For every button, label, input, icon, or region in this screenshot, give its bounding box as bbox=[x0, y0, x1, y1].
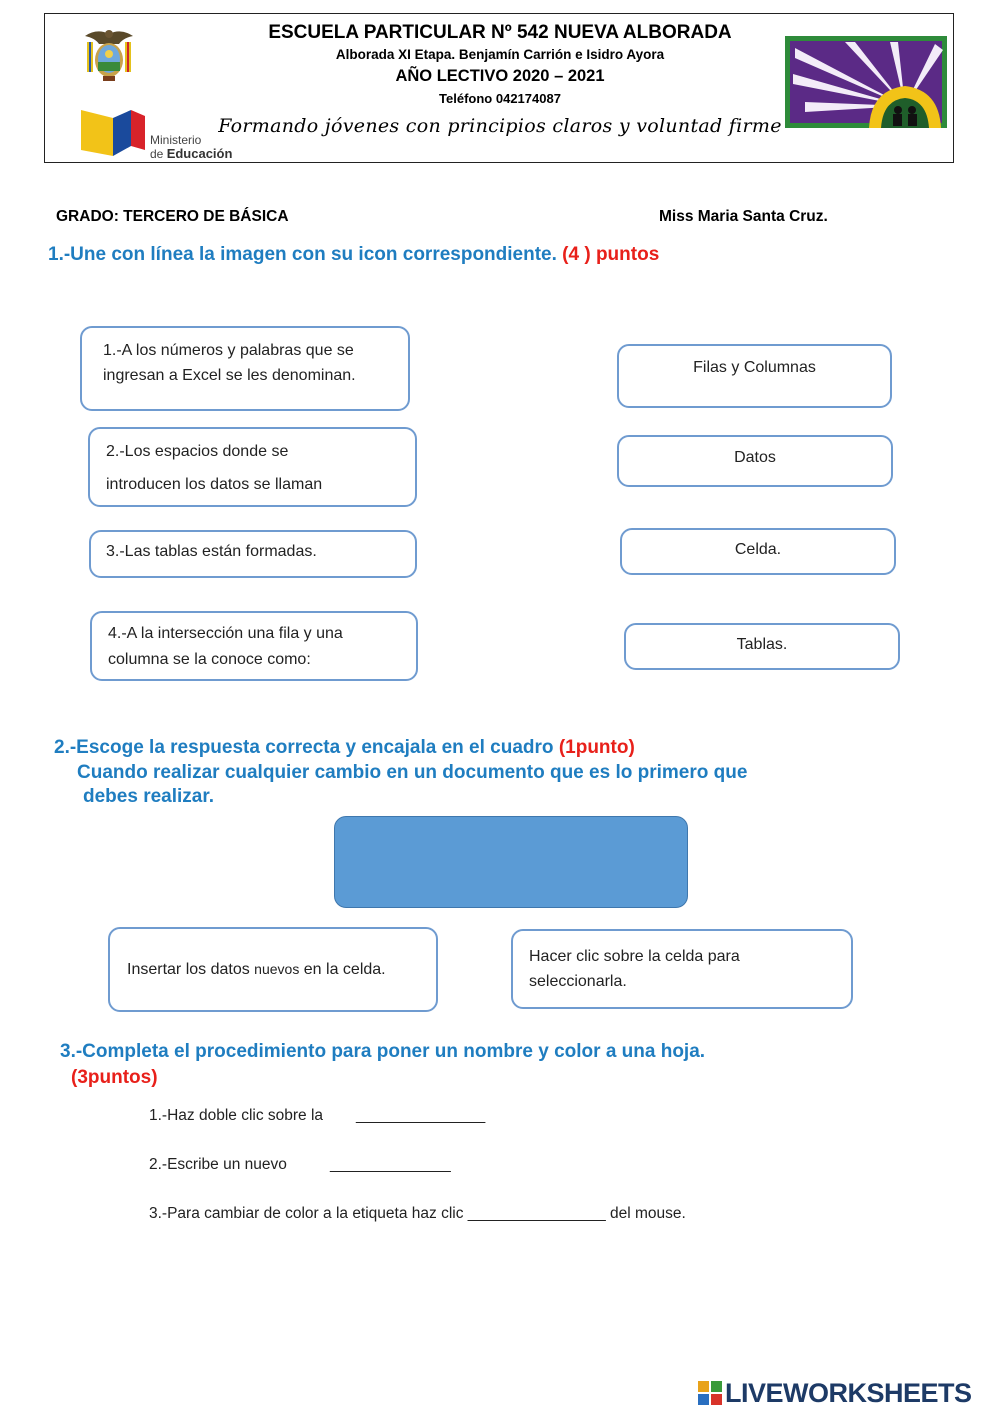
option-1-text-c: en la celda. bbox=[299, 961, 386, 978]
question-1-text: 1.-Une con línea la imagen con su icon correspondiente. bbox=[48, 244, 563, 265]
match-right-4[interactable] bbox=[624, 623, 900, 670]
option-1-text bbox=[127, 961, 386, 979]
liveworksheets-watermark bbox=[697, 1378, 972, 1408]
match-left-4[interactable] bbox=[90, 611, 418, 681]
match-left-1-line2: ingresan a Excel se les denominan. bbox=[103, 367, 356, 384]
question-2-line1: Cuando realizar cualquier cambio en un documento que es lo primero que bbox=[77, 762, 748, 783]
match-left-2[interactable] bbox=[88, 427, 417, 507]
match-left-3[interactable] bbox=[89, 530, 417, 578]
ministry-prefix: de bbox=[150, 147, 167, 161]
option-1-text-a: Insertar los datos bbox=[127, 961, 255, 978]
question-1-title bbox=[48, 244, 659, 266]
ministry-line2: Educación bbox=[166, 146, 233, 161]
match-left-4-line1: 4.-A la intersección una fila y una bbox=[108, 625, 343, 642]
option-1[interactable] bbox=[108, 927, 438, 1012]
match-right-2[interactable] bbox=[617, 435, 893, 487]
teacher-name: Miss Maria Santa Cruz. bbox=[659, 208, 828, 225]
question-1-points: (4 ) puntos bbox=[562, 244, 660, 265]
step-2: 2.-Escribe un nuevo bbox=[149, 1156, 287, 1173]
step-1-blank[interactable]: _______________ bbox=[356, 1107, 486, 1124]
option-2-line2: seleccionarla. bbox=[529, 973, 627, 990]
match-left-1[interactable] bbox=[80, 326, 410, 411]
step-3 bbox=[149, 1205, 686, 1223]
ministry-line1: Ministerio bbox=[150, 133, 202, 147]
match-right-3-label: Celda. bbox=[734, 541, 782, 558]
match-right-3[interactable] bbox=[620, 528, 896, 575]
question-2-title bbox=[54, 737, 635, 759]
match-right-4-label: Tablas. bbox=[736, 636, 788, 653]
match-right-1-label: Filas y Columnas bbox=[693, 359, 816, 376]
option-2-line1: Hacer clic sobre la celda para bbox=[529, 948, 740, 965]
school-year: AÑO LECTIVO 2020 – 2021 bbox=[395, 67, 605, 85]
step-3-text-a: 3.-Para cambiar de color a la etiqueta haz clic bbox=[149, 1205, 468, 1222]
answer-drop-box[interactable] bbox=[334, 816, 688, 908]
question-2-text: 2.-Escoge la respuesta correcta y encajala en el cuadro bbox=[54, 737, 559, 758]
question-3-points: (3puntos) bbox=[71, 1067, 158, 1088]
option-1-text-b: nuevos bbox=[254, 961, 300, 977]
match-left-1-line1: 1.-A los números y palabras que se bbox=[103, 342, 354, 359]
grade-label: GRADO: TERCERO DE BÁSICA bbox=[56, 208, 289, 225]
watermark-text: LIVEWORKSHEETS bbox=[725, 1377, 972, 1408]
match-left-3-line1: 3.-Las tablas están formadas. bbox=[106, 543, 317, 560]
ministry-line2-wrap bbox=[150, 147, 232, 161]
school-address: Alborada XI Etapa. Benjamín Carrión e Isidro Ayora bbox=[335, 47, 665, 62]
step-3-blank[interactable]: ________________ bbox=[467, 1205, 606, 1222]
liveworksheets-logo-icon bbox=[697, 1380, 723, 1406]
question-3-title: 3.-Completa el procedimiento para poner un nombre y color a una hoja. bbox=[60, 1041, 706, 1062]
step-1: 1.-Haz doble clic sobre la bbox=[149, 1107, 324, 1124]
school-header bbox=[44, 13, 954, 163]
match-right-2-label: Datos bbox=[734, 449, 776, 466]
school-logo-icon bbox=[785, 36, 947, 128]
step-2-blank[interactable]: ______________ bbox=[330, 1156, 451, 1173]
question-2-points: (1punto) bbox=[558, 737, 635, 758]
school-name: ESCUELA PARTICULAR Nº 542 NUEVA ALBORADA bbox=[268, 22, 732, 43]
question-2-line2: debes realizar. bbox=[83, 786, 214, 807]
option-2[interactable] bbox=[511, 929, 853, 1009]
match-right-1[interactable] bbox=[617, 344, 892, 408]
school-phone: Teléfono 042174087 bbox=[439, 91, 561, 106]
match-left-4-line2: columna se la conoce como: bbox=[108, 651, 311, 668]
coat-of-arms-icon bbox=[79, 26, 139, 84]
school-motto: Formando jóvenes con principios claros y voluntad firme bbox=[218, 115, 782, 137]
match-left-2-line2: introducen los datos se llaman bbox=[106, 476, 323, 493]
match-left-2-line1: 2.-Los espacios donde se bbox=[106, 443, 289, 460]
step-3-text-b: del mouse. bbox=[605, 1205, 686, 1222]
ministry-name bbox=[150, 134, 232, 161]
question-3-points-line bbox=[71, 1067, 158, 1089]
